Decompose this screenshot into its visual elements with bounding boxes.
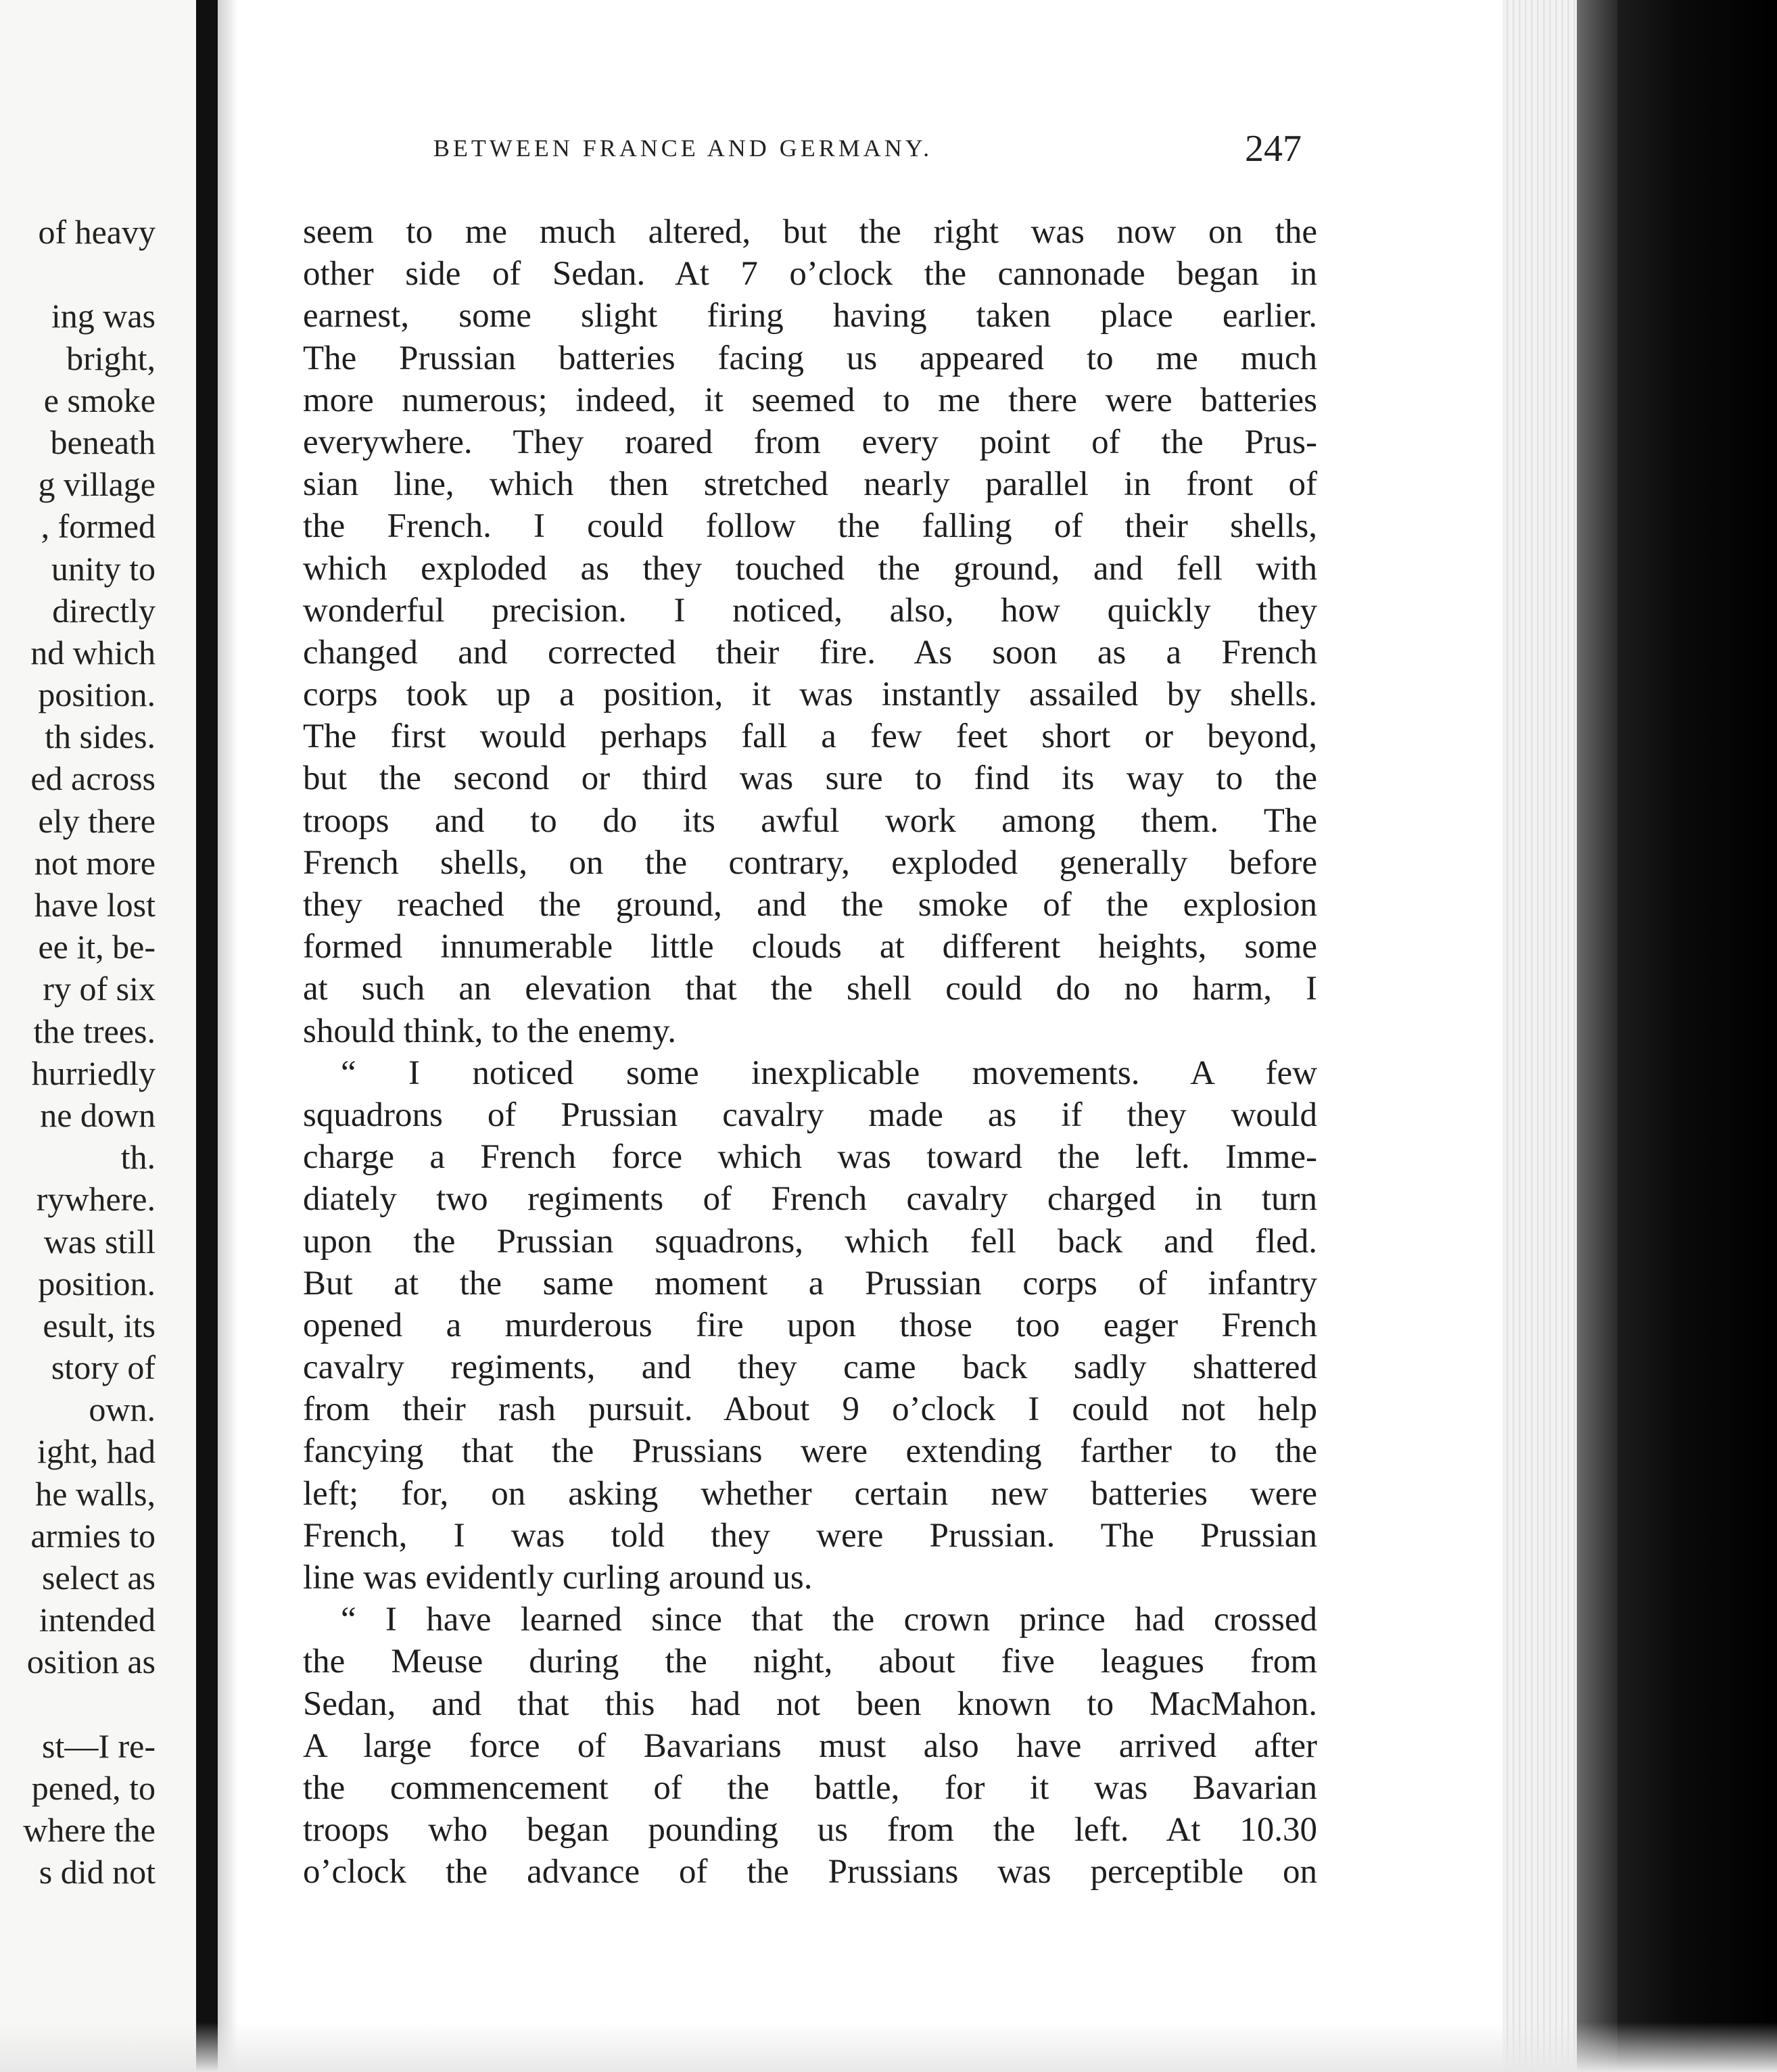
left-page-line: ely there: [38, 801, 156, 840]
left-page-line: he walls,: [35, 1474, 156, 1513]
left-page-text: [23, 211, 156, 1893]
text-line: changed and corrected their fire. As soon as a French: [303, 633, 1317, 672]
left-page-fragment: [0, 0, 196, 2072]
left-page-line: intended: [39, 1601, 156, 1639]
left-page-line: [23, 253, 156, 295]
left-page-line: th sides.: [45, 717, 156, 756]
text-line: “ I noticed some inexplicable movements. A few: [341, 1054, 1317, 1092]
left-page-line: the trees.: [33, 1012, 156, 1050]
text-line: from their rash pursuit. About 9 o’clock I could not help: [303, 1390, 1317, 1429]
text-line: upon the Prussian squadrons, which fell back and fled.: [303, 1222, 1317, 1261]
page-edge-shadow: [1577, 0, 1617, 2072]
left-page-line: e smoke: [43, 381, 156, 419]
text-line: “ I have learned since that the crown prince had crossed: [341, 1601, 1317, 1639]
text-line: troops and to do its awful work among them. The: [303, 801, 1317, 840]
text-line: the commencement of the battle, for it was Bavarian: [303, 1768, 1317, 1807]
left-page-line: osition as: [26, 1643, 156, 1681]
left-page-line: of heavy: [38, 213, 156, 251]
left-page-line: have lost: [34, 886, 156, 924]
left-page-line: ne down: [40, 1096, 156, 1134]
text-line: opened a murderous fire upon those too eager French: [303, 1306, 1317, 1344]
gutter-shadow: [218, 0, 238, 2072]
text-line: The Prussian batteries facing us appeared to me much: [303, 339, 1317, 377]
left-page-line: ight, had: [37, 1432, 156, 1471]
left-page-line: was still: [43, 1222, 156, 1261]
left-page-line: th.: [120, 1138, 156, 1177]
left-page-line: own.: [89, 1390, 156, 1429]
text-line: French, I was told they were Prussian. The Prussian: [303, 1516, 1317, 1555]
text-line: troops who began pounding us from the left. At 10.30: [303, 1811, 1317, 1850]
left-page-line: position.: [38, 676, 156, 714]
text-line: diately two regiments of French cavalry charged in turn: [303, 1180, 1317, 1219]
running-head: [257, 127, 1302, 174]
text-line: more numerous; indeed, it seemed to me there were batteries: [303, 381, 1317, 419]
text-line: fancying that the Prussians were extending farther to the: [303, 1432, 1317, 1471]
left-page-line: g village: [38, 465, 156, 504]
text-line: wonderful precision. I noticed, also, how quickly they: [303, 591, 1317, 630]
text-line: left; for, on asking whether certain new batteries were: [303, 1474, 1317, 1513]
text-line: line was evidently curling around us.: [303, 1559, 813, 1597]
left-page-line: beneath: [50, 423, 156, 461]
text-line: Sedan, and that this had not been known to MacMahon.: [303, 1685, 1317, 1723]
left-page-line: nd which: [30, 633, 156, 672]
text-line: formed innumerable little clouds at different heights, some: [303, 928, 1317, 966]
left-page-line: story of: [51, 1348, 156, 1387]
text-line: but the second or third was sure to find its way to the: [303, 759, 1317, 798]
text-line: o’clock the advance of the Prussians was perceptible on: [303, 1853, 1317, 1891]
text-line: corps took up a position, it was instantly assailed by shells.: [303, 676, 1317, 714]
left-page-line: select as: [42, 1559, 156, 1597]
text-line: they reached the ground, and the smoke of the explosion: [303, 886, 1317, 924]
left-page-line: rywhere.: [36, 1180, 156, 1219]
text-line: seem to me much altered, but the right was now on the: [303, 213, 1317, 251]
book-cover-edge: [1617, 0, 1777, 2072]
text-line: which exploded as they touched the ground, and fell with: [303, 549, 1317, 588]
left-page-line: ed across: [30, 759, 156, 798]
text-line: squadrons of Prussian cavalry made as if they would: [303, 1096, 1317, 1134]
left-page-line: where the: [23, 1811, 156, 1850]
left-page-line: st—I re-: [42, 1726, 156, 1765]
left-page-line: bright,: [66, 339, 156, 377]
text-line: other side of Sedan. At 7 o’clock the cannonade began in: [303, 255, 1317, 293]
left-page-line: hurriedly: [31, 1054, 156, 1092]
left-page-line: , formed: [41, 507, 156, 546]
text-line: should think, to the enemy.: [303, 1012, 676, 1050]
text-line: But at the same moment a Prussian corps of infantry: [303, 1264, 1317, 1302]
text-line: everywhere. They roared from every point of the Prus-: [303, 423, 1317, 461]
left-page-line: unity to: [51, 549, 156, 588]
left-page-line: [23, 1683, 156, 1725]
left-page-line: ee it, be-: [38, 928, 156, 966]
body-text: [303, 211, 1317, 1893]
page-number: 247: [1245, 128, 1302, 170]
page-fore-edge: [1502, 0, 1577, 2072]
left-page-line: ing was: [51, 297, 156, 335]
text-line: French shells, on the contrary, exploded generally before: [303, 843, 1317, 882]
book-gutter: [196, 0, 218, 2072]
running-head-title: BETWEEN FRANCE AND GERMANY.: [433, 135, 933, 162]
text-line: The first would perhaps fall a few feet short or beyond,: [303, 717, 1317, 756]
text-line: charge a French force which was toward the left. Imme-: [303, 1138, 1317, 1177]
left-page-line: esult, its: [43, 1306, 156, 1344]
text-line: cavalry regiments, and they came back sadly shattered: [303, 1348, 1317, 1387]
text-line: at such an elevation that the shell could do no harm, I: [303, 970, 1317, 1008]
left-page-line: position.: [38, 1264, 156, 1302]
text-line: A large force of Bavarians must also have arrived after: [303, 1726, 1317, 1765]
bottom-shadow: [0, 2022, 1777, 2072]
left-page-line: not more: [34, 843, 156, 882]
text-line: sian line, which then stretched nearly parallel in front of: [303, 465, 1317, 504]
text-line: earnest, some slight firing having taken place earlier.: [303, 297, 1317, 335]
text-line: the Meuse during the night, about five leagues from: [303, 1643, 1317, 1681]
left-page-line: ry of six: [43, 970, 156, 1008]
text-line: the French. I could follow the falling of their shells,: [303, 507, 1317, 546]
left-page-line: directly: [52, 591, 156, 630]
left-page-line: s did not: [39, 1853, 156, 1891]
left-page-line: armies to: [30, 1516, 156, 1555]
left-page-line: pened, to: [31, 1768, 156, 1807]
